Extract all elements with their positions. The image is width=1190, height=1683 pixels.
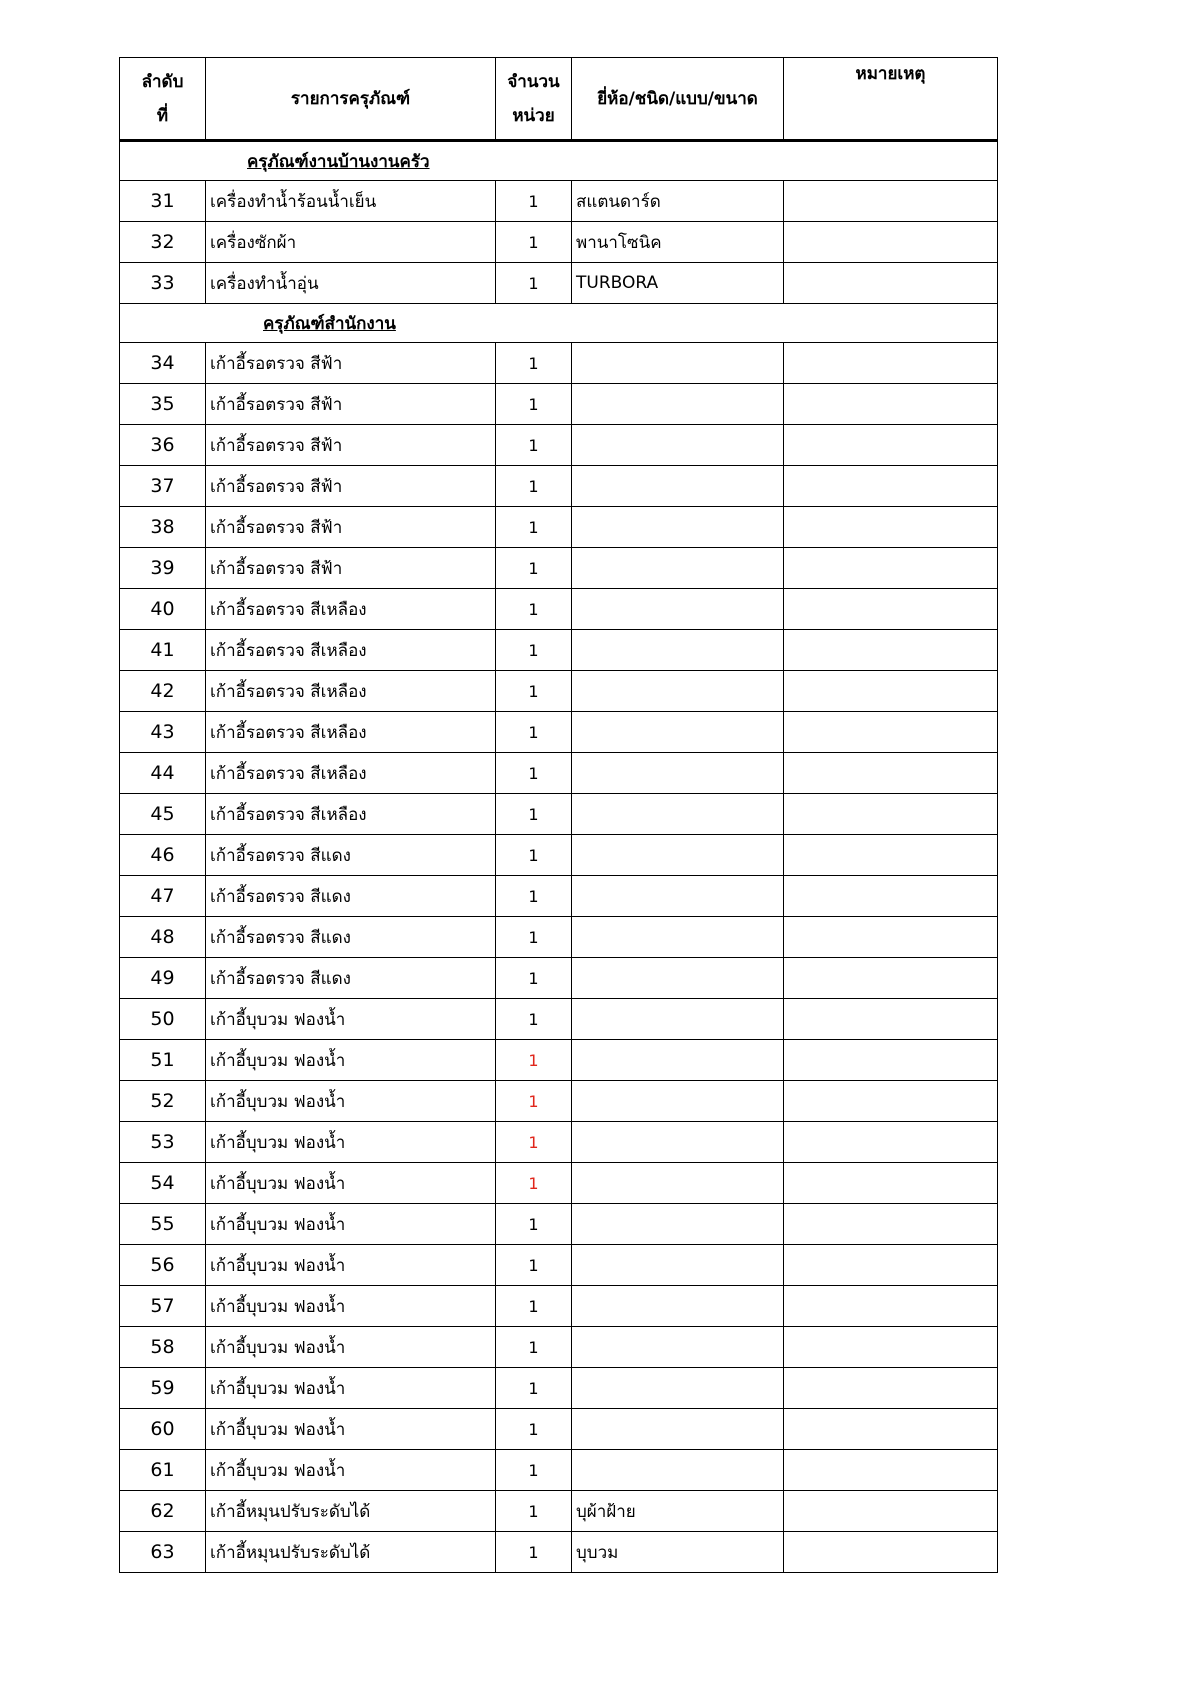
- quantity: 1: [496, 630, 572, 671]
- row-number: 50: [120, 999, 206, 1040]
- remark: [784, 1286, 998, 1327]
- section-cell: [120, 304, 998, 343]
- item-name: เครื่องซักผ้า: [206, 222, 496, 263]
- row-number: 39: [120, 548, 206, 589]
- item-name: เก้าอี้หมุนปรับระดับได้: [206, 1491, 496, 1532]
- row-number: 55: [120, 1204, 206, 1245]
- row-number: 41: [120, 630, 206, 671]
- remark: [784, 1204, 998, 1245]
- header-no-line1: ลำดับ: [141, 71, 184, 92]
- row-number: 51: [120, 1040, 206, 1081]
- table-row: [120, 1409, 998, 1450]
- section-title: ครุภัณฑ์งานบ้านงานครัว: [247, 151, 430, 172]
- item-name: เก้าอี้รอตรวจ สีเหลือง: [206, 630, 496, 671]
- remark: [784, 222, 998, 263]
- item-name: เก้าอี้บุบวม ฟองน้ำ: [206, 1122, 496, 1163]
- table-row: [120, 630, 998, 671]
- brand-spec: [572, 548, 784, 589]
- row-number: 48: [120, 917, 206, 958]
- header-brand: ยี่ห้อ/ชนิด/แบบ/ขนาด: [572, 58, 784, 141]
- remark: [784, 712, 998, 753]
- table-row: [120, 1081, 998, 1122]
- brand-spec: [572, 1122, 784, 1163]
- table-row: [120, 712, 998, 753]
- brand-spec: [572, 1163, 784, 1204]
- brand-spec: บุบวม: [572, 1532, 784, 1573]
- table-row: [120, 507, 998, 548]
- row-number: 38: [120, 507, 206, 548]
- table-row: [120, 466, 998, 507]
- remark: [784, 630, 998, 671]
- item-name: เก้าอี้รอตรวจ สีฟ้า: [206, 466, 496, 507]
- row-number: 44: [120, 753, 206, 794]
- brand-spec: [572, 753, 784, 794]
- quantity: 1: [496, 958, 572, 999]
- brand-spec: [572, 589, 784, 630]
- remark: [784, 548, 998, 589]
- table-row: [120, 1245, 998, 1286]
- table-row: [120, 1450, 998, 1491]
- table-row: [120, 1368, 998, 1409]
- header-no: [120, 58, 206, 141]
- remark: [784, 466, 998, 507]
- item-name: เก้าอี้บุบวม ฟองน้ำ: [206, 1409, 496, 1450]
- quantity: 1: [496, 1491, 572, 1532]
- table-row: [120, 835, 998, 876]
- item-name: เก้าอี้รอตรวจ สีเหลือง: [206, 753, 496, 794]
- item-name: เก้าอี้รอตรวจ สีแดง: [206, 835, 496, 876]
- quantity: 1: [496, 222, 572, 263]
- remark: [784, 917, 998, 958]
- row-number: 58: [120, 1327, 206, 1368]
- quantity: 1: [496, 548, 572, 589]
- remark: [784, 181, 998, 222]
- item-name: เก้าอี้รอตรวจ สีฟ้า: [206, 425, 496, 466]
- remark: [784, 958, 998, 999]
- remark: [784, 384, 998, 425]
- quantity: 1: [496, 507, 572, 548]
- item-name: เก้าอี้รอตรวจ สีฟ้า: [206, 507, 496, 548]
- remark: [784, 263, 998, 304]
- header-no-line2: ที่: [156, 105, 169, 126]
- brand-spec: พานาโซนิค: [572, 222, 784, 263]
- brand-spec: บุผ้าฝ้าย: [572, 1491, 784, 1532]
- brand-spec: [572, 1081, 784, 1122]
- brand-spec: [572, 999, 784, 1040]
- brand-spec: [572, 1245, 784, 1286]
- quantity: 1: [496, 876, 572, 917]
- quantity: 1: [496, 1040, 572, 1081]
- row-number: 33: [120, 263, 206, 304]
- table-row: [120, 384, 998, 425]
- row-number: 36: [120, 425, 206, 466]
- quantity: 1: [496, 671, 572, 712]
- brand-spec: [572, 794, 784, 835]
- quantity: 1: [496, 1286, 572, 1327]
- remark: [784, 1081, 998, 1122]
- row-number: 35: [120, 384, 206, 425]
- item-name: เก้าอี้รอตรวจ สีเหลือง: [206, 589, 496, 630]
- remark: [784, 1532, 998, 1573]
- row-number: 60: [120, 1409, 206, 1450]
- row-number: 37: [120, 466, 206, 507]
- table-row: [120, 794, 998, 835]
- brand-spec: สแตนดาร์ด: [572, 181, 784, 222]
- brand-spec: [572, 835, 784, 876]
- item-name: เก้าอี้บุบวม ฟองน้ำ: [206, 1327, 496, 1368]
- remark: [784, 343, 998, 384]
- brand-spec: [572, 958, 784, 999]
- row-number: 53: [120, 1122, 206, 1163]
- quantity: 1: [496, 794, 572, 835]
- item-name: เก้าอี้หมุนปรับระดับได้: [206, 1532, 496, 1573]
- row-number: 52: [120, 1081, 206, 1122]
- row-number: 54: [120, 1163, 206, 1204]
- brand-spec: [572, 384, 784, 425]
- row-number: 49: [120, 958, 206, 999]
- table-row: [120, 425, 998, 466]
- brand-spec: [572, 917, 784, 958]
- remark: [784, 876, 998, 917]
- row-number: 63: [120, 1532, 206, 1573]
- brand-spec: [572, 1450, 784, 1491]
- item-name: เก้าอี้รอตรวจ สีแดง: [206, 958, 496, 999]
- table-row: [120, 181, 998, 222]
- brand-spec: [572, 507, 784, 548]
- row-number: 46: [120, 835, 206, 876]
- table-row: [120, 1532, 998, 1573]
- brand-spec: [572, 1368, 784, 1409]
- row-number: 57: [120, 1286, 206, 1327]
- item-name: เก้าอี้บุบวม ฟองน้ำ: [206, 1450, 496, 1491]
- equipment-table: [119, 57, 998, 1573]
- table-row: [120, 999, 998, 1040]
- brand-spec: [572, 1409, 784, 1450]
- table-row: [120, 589, 998, 630]
- quantity: 1: [496, 263, 572, 304]
- quantity: 1: [496, 999, 572, 1040]
- brand-spec: [572, 466, 784, 507]
- table-row: [120, 671, 998, 712]
- quantity: 1: [496, 589, 572, 630]
- item-name: เก้าอี้รอตรวจ สีแดง: [206, 876, 496, 917]
- brand-spec: [572, 343, 784, 384]
- item-name: เก้าอี้บุบวม ฟองน้ำ: [206, 1163, 496, 1204]
- quantity: 1: [496, 712, 572, 753]
- item-name: เก้าอี้บุบวม ฟองน้ำ: [206, 999, 496, 1040]
- section-title: ครุภัณฑ์สำนักงาน: [263, 313, 396, 334]
- section-row: [120, 304, 998, 343]
- item-name: เก้าอี้รอตรวจ สีแดง: [206, 917, 496, 958]
- quantity: 1: [496, 753, 572, 794]
- row-number: 47: [120, 876, 206, 917]
- item-name: เก้าอี้บุบวม ฟองน้ำ: [206, 1040, 496, 1081]
- brand-spec: [572, 630, 784, 671]
- row-number: 45: [120, 794, 206, 835]
- row-number: 59: [120, 1368, 206, 1409]
- brand-spec: [572, 1286, 784, 1327]
- remark: [784, 1450, 998, 1491]
- row-number: 34: [120, 343, 206, 384]
- remark: [784, 1491, 998, 1532]
- table-row: [120, 263, 998, 304]
- table-row: [120, 1204, 998, 1245]
- row-number: 56: [120, 1245, 206, 1286]
- remark: [784, 1040, 998, 1081]
- row-number: 42: [120, 671, 206, 712]
- brand-spec: [572, 712, 784, 753]
- remark: [784, 753, 998, 794]
- row-number: 40: [120, 589, 206, 630]
- header-remark: หมายเหตุ: [784, 58, 998, 141]
- remark: [784, 507, 998, 548]
- item-name: เครื่องทำน้ำอุ่น: [206, 263, 496, 304]
- table-row: [120, 1327, 998, 1368]
- brand-spec: [572, 1204, 784, 1245]
- remark: [784, 589, 998, 630]
- item-name: เก้าอี้รอตรวจ สีฟ้า: [206, 384, 496, 425]
- remark: [784, 1122, 998, 1163]
- brand-spec: [572, 876, 784, 917]
- brand-spec: [572, 1040, 784, 1081]
- section-cell: [120, 141, 998, 181]
- table-row: [120, 753, 998, 794]
- table-header: [120, 58, 998, 141]
- table-row: [120, 1163, 998, 1204]
- item-name: เก้าอี้รอตรวจ สีฟ้า: [206, 548, 496, 589]
- item-name: เก้าอี้รอตรวจ สีเหลือง: [206, 712, 496, 753]
- item-name: เก้าอี้บุบวม ฟองน้ำ: [206, 1081, 496, 1122]
- item-name: เก้าอี้รอตรวจ สีฟ้า: [206, 343, 496, 384]
- table-row: [120, 876, 998, 917]
- remark: [784, 425, 998, 466]
- item-name: เก้าอี้บุบวม ฟองน้ำ: [206, 1368, 496, 1409]
- brand-spec: [572, 671, 784, 712]
- table-row: [120, 343, 998, 384]
- quantity: 1: [496, 1081, 572, 1122]
- remark: [784, 1368, 998, 1409]
- table-row: [120, 1286, 998, 1327]
- row-number: 43: [120, 712, 206, 753]
- quantity: 1: [496, 917, 572, 958]
- remark: [784, 1245, 998, 1286]
- table-row: [120, 1491, 998, 1532]
- remark: [784, 1409, 998, 1450]
- quantity: 1: [496, 425, 572, 466]
- row-number: 62: [120, 1491, 206, 1532]
- remark: [784, 794, 998, 835]
- table-row: [120, 917, 998, 958]
- brand-spec: TURBORA: [572, 263, 784, 304]
- table-body: [120, 141, 998, 1573]
- quantity: 1: [496, 835, 572, 876]
- quantity: 1: [496, 1532, 572, 1573]
- quantity: 1: [496, 181, 572, 222]
- table-row: [120, 958, 998, 999]
- table-row: [120, 548, 998, 589]
- remark: [784, 1327, 998, 1368]
- header-item: รายการครุภัณฑ์: [206, 58, 496, 141]
- header-qty-line2: หน่วย: [512, 105, 555, 126]
- quantity: 1: [496, 343, 572, 384]
- item-name: เก้าอี้บุบวม ฟองน้ำ: [206, 1204, 496, 1245]
- remark: [784, 671, 998, 712]
- header-qty: [496, 58, 572, 141]
- item-name: เครื่องทำน้ำร้อนน้ำเย็น: [206, 181, 496, 222]
- header-qty-line1: จำนวน: [507, 71, 560, 92]
- remark: [784, 835, 998, 876]
- quantity: 1: [496, 1368, 572, 1409]
- table-row: [120, 222, 998, 263]
- row-number: 61: [120, 1450, 206, 1491]
- quantity: 1: [496, 1122, 572, 1163]
- remark: [784, 1163, 998, 1204]
- quantity: 1: [496, 1204, 572, 1245]
- item-name: เก้าอี้บุบวม ฟองน้ำ: [206, 1286, 496, 1327]
- quantity: 1: [496, 1245, 572, 1286]
- item-name: เก้าอี้รอตรวจ สีเหลือง: [206, 794, 496, 835]
- brand-spec: [572, 425, 784, 466]
- quantity: 1: [496, 466, 572, 507]
- section-row: [120, 141, 998, 181]
- quantity: 1: [496, 1409, 572, 1450]
- table-row: [120, 1122, 998, 1163]
- table-row: [120, 1040, 998, 1081]
- quantity: 1: [496, 1450, 572, 1491]
- quantity: 1: [496, 1163, 572, 1204]
- item-name: เก้าอี้รอตรวจ สีเหลือง: [206, 671, 496, 712]
- brand-spec: [572, 1327, 784, 1368]
- row-number: 31: [120, 181, 206, 222]
- quantity: 1: [496, 384, 572, 425]
- quantity: 1: [496, 1327, 572, 1368]
- row-number: 32: [120, 222, 206, 263]
- remark: [784, 999, 998, 1040]
- item-name: เก้าอี้บุบวม ฟองน้ำ: [206, 1245, 496, 1286]
